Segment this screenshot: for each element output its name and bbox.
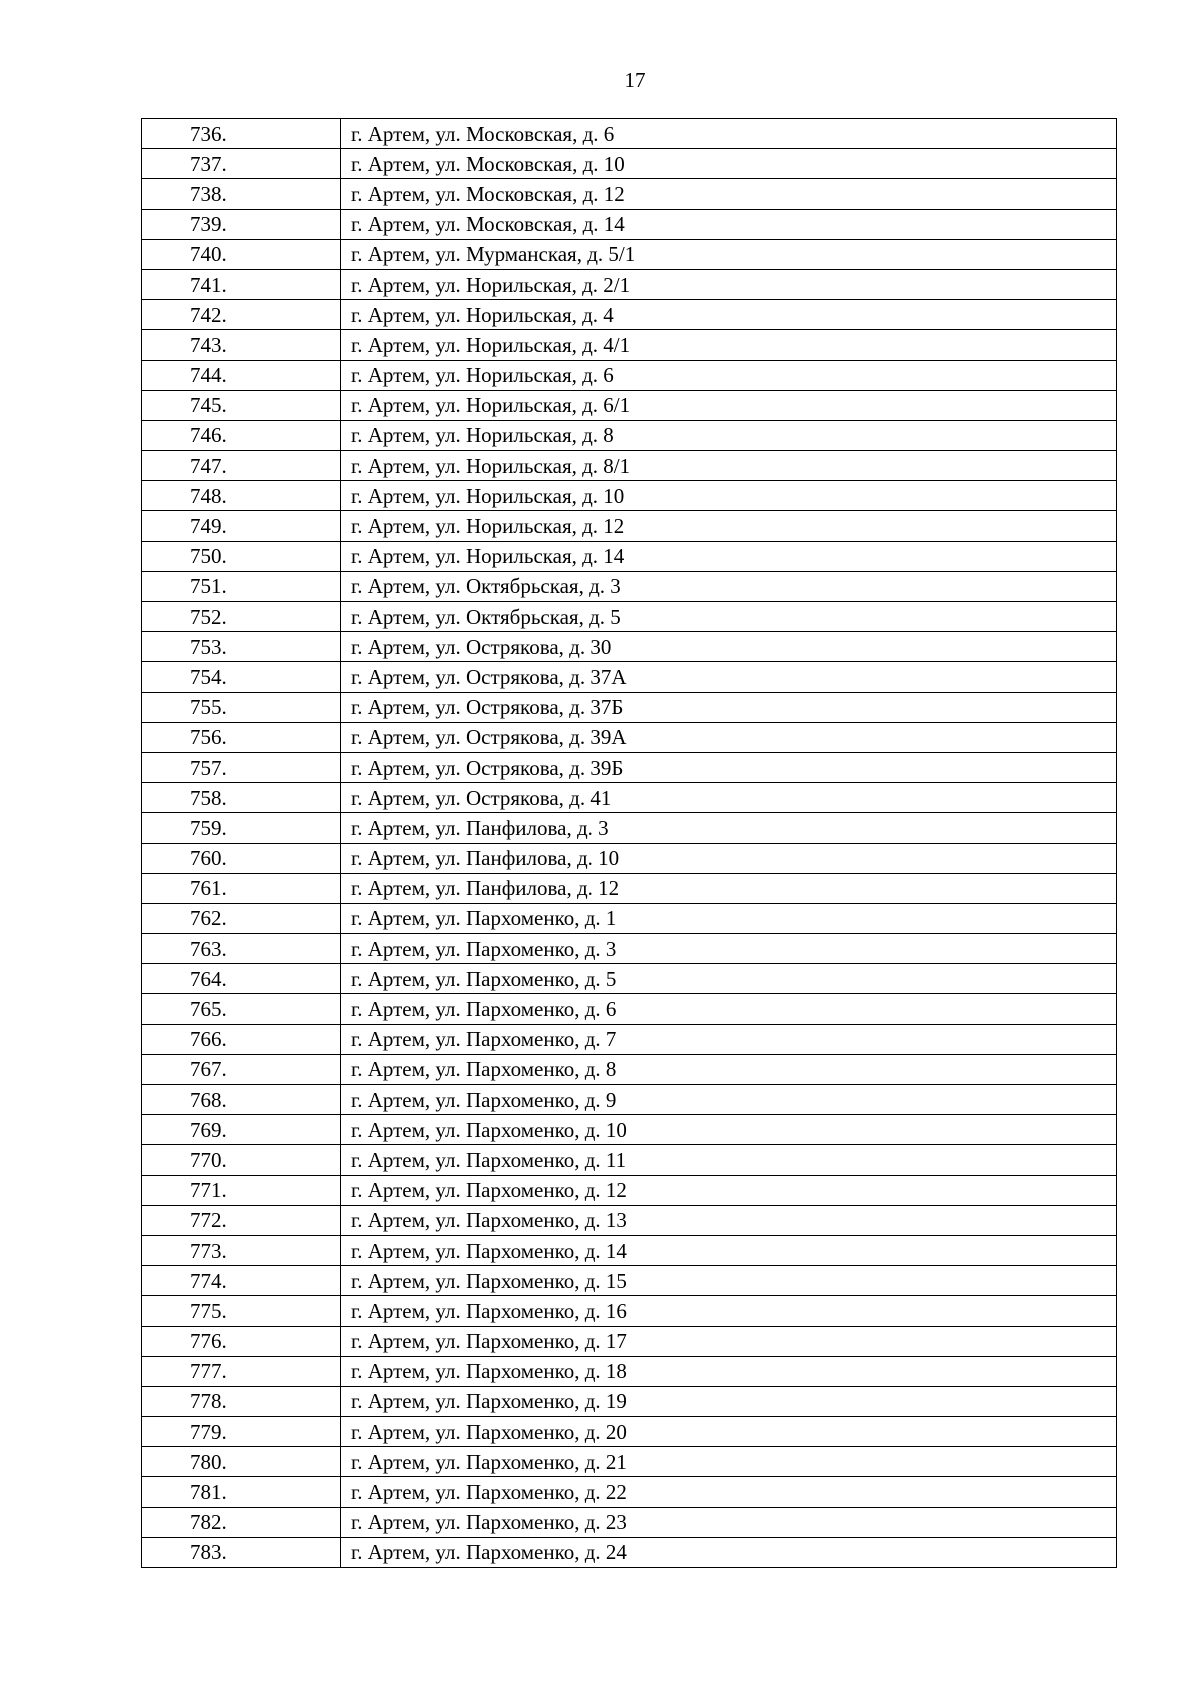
- row-address: г. Артем, ул. Острякова, д. 37А: [341, 662, 1117, 692]
- row-address: г. Артем, ул. Пархоменко, д. 20: [341, 1417, 1117, 1447]
- table-row: [142, 662, 1117, 692]
- row-number: 753.: [142, 632, 341, 662]
- row-number: 782.: [142, 1507, 341, 1537]
- row-number: 761.: [142, 873, 341, 903]
- table-row: [142, 813, 1117, 843]
- row-number: 770.: [142, 1145, 341, 1175]
- row-address: г. Артем, ул. Московская, д. 6: [341, 119, 1117, 149]
- table-row: [142, 1326, 1117, 1356]
- row-number: 737.: [142, 149, 341, 179]
- address-table: [141, 118, 1117, 1568]
- row-address: г. Артем, ул. Пархоменко, д. 1: [341, 903, 1117, 933]
- row-address: г. Артем, ул. Пархоменко, д. 6: [341, 994, 1117, 1024]
- row-number: 772.: [142, 1205, 341, 1235]
- row-number: 758.: [142, 783, 341, 813]
- row-number: 780.: [142, 1447, 341, 1477]
- row-address: г. Артем, ул. Пархоменко, д. 18: [341, 1356, 1117, 1386]
- row-number: 741.: [142, 269, 341, 299]
- table-row: [142, 149, 1117, 179]
- table-row: [142, 1477, 1117, 1507]
- table-row: [142, 692, 1117, 722]
- row-address: г. Артем, ул. Пархоменко, д. 13: [341, 1205, 1117, 1235]
- row-number: 740.: [142, 239, 341, 269]
- table-row: [142, 571, 1117, 601]
- table-row: [142, 1386, 1117, 1416]
- row-number: 738.: [142, 179, 341, 209]
- table-row: [142, 330, 1117, 360]
- table-row: [142, 1447, 1117, 1477]
- row-address: г. Артем, ул. Острякова, д. 37Б: [341, 692, 1117, 722]
- row-number: 771.: [142, 1175, 341, 1205]
- row-number: 783.: [142, 1537, 341, 1567]
- row-number: 774.: [142, 1266, 341, 1296]
- row-number: 750.: [142, 541, 341, 571]
- row-number: 745.: [142, 390, 341, 420]
- row-number: 742.: [142, 300, 341, 330]
- table-row: [142, 511, 1117, 541]
- row-address: г. Артем, ул. Пархоменко, д. 23: [341, 1507, 1117, 1537]
- row-number: 781.: [142, 1477, 341, 1507]
- row-number: 762.: [142, 903, 341, 933]
- row-address: г. Артем, ул. Московская, д. 12: [341, 179, 1117, 209]
- row-address: г. Артем, ул. Норильская, д. 2/1: [341, 269, 1117, 299]
- row-number: 748.: [142, 481, 341, 511]
- table-row: [142, 360, 1117, 390]
- row-number: 747.: [142, 451, 341, 481]
- table-row: [142, 964, 1117, 994]
- table-row: [142, 1266, 1117, 1296]
- row-address: г. Артем, ул. Московская, д. 10: [341, 149, 1117, 179]
- row-address: г. Артем, ул. Пархоменко, д. 17: [341, 1326, 1117, 1356]
- row-address: г. Артем, ул. Пархоменко, д. 16: [341, 1296, 1117, 1326]
- row-number: 759.: [142, 813, 341, 843]
- row-address: г. Артем, ул. Мурманская, д. 5/1: [341, 239, 1117, 269]
- row-address: г. Артем, ул. Пархоменко, д. 22: [341, 1477, 1117, 1507]
- row-number: 739.: [142, 209, 341, 239]
- row-address: г. Артем, ул. Норильская, д. 10: [341, 481, 1117, 511]
- row-address: г. Артем, ул. Пархоменко, д. 19: [341, 1386, 1117, 1416]
- row-number: 773.: [142, 1235, 341, 1265]
- row-number: 775.: [142, 1296, 341, 1326]
- row-address: г. Артем, ул. Пархоменко, д. 5: [341, 964, 1117, 994]
- table-row: [142, 1024, 1117, 1054]
- table-row: [142, 934, 1117, 964]
- row-number: 751.: [142, 571, 341, 601]
- row-number: 752.: [142, 602, 341, 632]
- row-number: 754.: [142, 662, 341, 692]
- table-row: [142, 119, 1117, 149]
- table-row: [142, 1235, 1117, 1265]
- table-row: [142, 420, 1117, 450]
- table-row: [142, 239, 1117, 269]
- row-address: г. Артем, ул. Пархоменко, д. 7: [341, 1024, 1117, 1054]
- row-number: 764.: [142, 964, 341, 994]
- row-address: г. Артем, ул. Пархоменко, д. 11: [341, 1145, 1117, 1175]
- row-number: 760.: [142, 843, 341, 873]
- row-address: г. Артем, ул. Норильская, д. 12: [341, 511, 1117, 541]
- table-row: [142, 1054, 1117, 1084]
- row-number: 749.: [142, 511, 341, 541]
- row-address: г. Артем, ул. Острякова, д. 41: [341, 783, 1117, 813]
- row-number: 736.: [142, 119, 341, 149]
- row-number: 757.: [142, 752, 341, 782]
- row-number: 777.: [142, 1356, 341, 1386]
- page-number: 17: [624, 68, 646, 92]
- table-row: [142, 994, 1117, 1024]
- row-address: г. Артем, ул. Пархоменко, д. 15: [341, 1266, 1117, 1296]
- row-address: г. Артем, ул. Норильская, д. 4/1: [341, 330, 1117, 360]
- row-address: г. Артем, ул. Пархоменко, д. 14: [341, 1235, 1117, 1265]
- table-row: [142, 1145, 1117, 1175]
- row-address: г. Артем, ул. Октябрьская, д. 5: [341, 602, 1117, 632]
- row-address: г. Артем, ул. Московская, д. 14: [341, 209, 1117, 239]
- table-row: [142, 269, 1117, 299]
- row-address: г. Артем, ул. Пархоменко, д. 21: [341, 1447, 1117, 1477]
- table-row: [142, 179, 1117, 209]
- table-row: [142, 873, 1117, 903]
- table-row: [142, 1205, 1117, 1235]
- table-row: [142, 481, 1117, 511]
- row-address: г. Артем, ул. Октябрьская, д. 3: [341, 571, 1117, 601]
- row-number: 744.: [142, 360, 341, 390]
- row-address: г. Артем, ул. Пархоменко, д. 10: [341, 1115, 1117, 1145]
- table-row: [142, 1296, 1117, 1326]
- table-row: [142, 1417, 1117, 1447]
- row-number: 767.: [142, 1054, 341, 1084]
- row-address: г. Артем, ул. Панфилова, д. 10: [341, 843, 1117, 873]
- row-number: 763.: [142, 934, 341, 964]
- row-address: г. Артем, ул. Панфилова, д. 12: [341, 873, 1117, 903]
- row-address: г. Артем, ул. Острякова, д. 39А: [341, 722, 1117, 752]
- row-address: г. Артем, ул. Норильская, д. 6: [341, 360, 1117, 390]
- address-table-body: [142, 119, 1117, 1568]
- table-row: [142, 300, 1117, 330]
- row-number: 746.: [142, 420, 341, 450]
- row-number: 776.: [142, 1326, 341, 1356]
- row-address: г. Артем, ул. Пархоменко, д. 24: [341, 1537, 1117, 1567]
- row-number: 769.: [142, 1115, 341, 1145]
- row-address: г. Артем, ул. Пархоменко, д. 12: [341, 1175, 1117, 1205]
- row-number: 743.: [142, 330, 341, 360]
- row-address: г. Артем, ул. Панфилова, д. 3: [341, 813, 1117, 843]
- table-row: [142, 602, 1117, 632]
- row-address: г. Артем, ул. Норильская, д. 8: [341, 420, 1117, 450]
- row-number: 778.: [142, 1386, 341, 1416]
- row-address: г. Артем, ул. Пархоменко, д. 9: [341, 1085, 1117, 1115]
- table-row: [142, 1085, 1117, 1115]
- table-row: [142, 1507, 1117, 1537]
- row-address: г. Артем, ул. Пархоменко, д. 3: [341, 934, 1117, 964]
- table-row: [142, 843, 1117, 873]
- row-address: г. Артем, ул. Норильская, д. 8/1: [341, 451, 1117, 481]
- row-address: г. Артем, ул. Норильская, д. 4: [341, 300, 1117, 330]
- row-address: г. Артем, ул. Пархоменко, д. 8: [341, 1054, 1117, 1084]
- table-row: [142, 1356, 1117, 1386]
- row-number: 755.: [142, 692, 341, 722]
- table-row: [142, 1175, 1117, 1205]
- row-number: 768.: [142, 1085, 341, 1115]
- row-number: 779.: [142, 1417, 341, 1447]
- table-row: [142, 541, 1117, 571]
- table-row: [142, 451, 1117, 481]
- row-address: г. Артем, ул. Острякова, д. 39Б: [341, 752, 1117, 782]
- row-number: 766.: [142, 1024, 341, 1054]
- table-row: [142, 632, 1117, 662]
- row-address: г. Артем, ул. Острякова, д. 30: [341, 632, 1117, 662]
- table-row: [142, 903, 1117, 933]
- table-row: [142, 752, 1117, 782]
- table-row: [142, 1537, 1117, 1567]
- table-row: [142, 209, 1117, 239]
- row-address: г. Артем, ул. Норильская, д. 14: [341, 541, 1117, 571]
- table-row: [142, 1115, 1117, 1145]
- row-number: 756.: [142, 722, 341, 752]
- table-row: [142, 722, 1117, 752]
- table-row: [142, 390, 1117, 420]
- row-address: г. Артем, ул. Норильская, д. 6/1: [341, 390, 1117, 420]
- row-number: 765.: [142, 994, 341, 1024]
- table-row: [142, 783, 1117, 813]
